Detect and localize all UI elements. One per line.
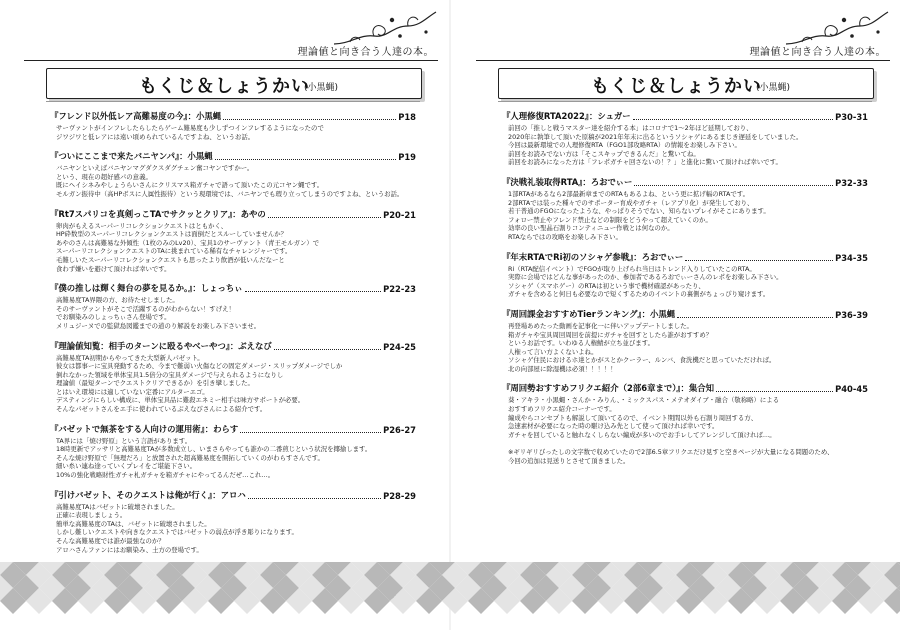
description-line: 理論値（最短ターンでクエストクリアできるか）を引き攣しました。 <box>56 379 254 388</box>
toc-entry-page: P20-21 <box>383 209 416 220</box>
toc-title: もくじ＆しょうかい <box>139 76 310 97</box>
toc-entry-title: 『引けバゼット、そのクエストは俺が行く』：アロハ <box>50 489 246 500</box>
toc-entry-description <box>50 296 416 330</box>
toc-entry-heading <box>50 423 416 435</box>
toc-entry <box>50 208 416 274</box>
description-line: HP砕数型のスーパーリコレクションクエストは面倒だとスルーしていませんか？ <box>56 230 288 239</box>
toc-entry-description <box>502 396 868 439</box>
toc-entry-title: 『理論値知覧：相手のターンに殴るやべーやつ』：ぶえなび <box>50 340 272 351</box>
description-line: 急速素材が必要になった時の駆け込み先として使って頂ければ幸いです。 <box>508 422 719 431</box>
description-line: 箱ガチャや宝具周回周回を前提にガチャを回すとしたら誰がおすすめ？ <box>508 330 713 339</box>
description-line: 前回をお読みでない方は「そこスキップできるんだ」と驚いてね。 <box>508 149 700 158</box>
toc-entry-title: 『周回勢おすすめフリクエ紹介（2部6章まで）』：集合知 <box>502 383 715 394</box>
footnote-line: ※ギリギリびったしの文字数で収めていたので2部6.5章フリクエだけ見すと空きページが大量になる問題のため、 <box>508 448 834 457</box>
description-line: 効率の良い聖晶石割りコンティニュー作戦とは何なのか。 <box>508 224 674 233</box>
toc-entry-title: 『Rt7スパリコを真剣っこTAでサクッとクリア』：あやの <box>50 208 266 219</box>
description-line: 2020年に執筆して頂いた原稿が2021年年末に出るというソシャゲにあるまじき遅延をしていました。 <box>508 132 803 141</box>
header-divider <box>24 60 438 61</box>
toc-entry-page: P32-33 <box>835 177 868 188</box>
toc-leader-dots <box>634 185 833 186</box>
toc-entry-heading <box>50 489 416 501</box>
title-underline <box>46 101 420 102</box>
description-line: そんなパゼットさんをエ手に使われているぶえなびさんによる紹介です。 <box>56 405 267 414</box>
description-line: 前回の「推しと戦うマスター達を紹介する本」はコロナで1〜2年ほど延期しており、 <box>508 124 753 132</box>
toc-entry <box>502 251 868 299</box>
description-line: 高難易度TA界隈の方、お待たせしました。 <box>56 296 179 305</box>
description-line: 若干普通のFGOになったような、やっぱりそうでない、知らないプレイがそこにあります。 <box>508 207 770 216</box>
toc-entry <box>502 110 868 167</box>
description-line: モルガン振待中（高HPボスに人属性振待）という現環境では、バニヤンでも瑕り立ってしまうのですよね、というお話。 <box>56 189 404 198</box>
toc-leader-dots <box>215 159 397 160</box>
toc-entry-description <box>50 222 416 274</box>
diamond-pattern-footer <box>0 562 900 630</box>
description-line: 卵肉がもえるスーパーリコレクションクエストはともかく、 <box>56 221 228 230</box>
page-gutter <box>449 0 451 630</box>
toc-entry-page: P36-39 <box>835 309 868 320</box>
description-line: 高難易度TA初期からやってきた大型新人パゼット。 <box>56 353 204 362</box>
toc-subtitle: (小黒蝿) <box>304 83 339 93</box>
toc-entry-description <box>502 322 868 374</box>
toc-entry-title: 『僕の推しは輝く舞台の夢を見るか。』：しょっちぃ <box>50 283 243 294</box>
toc-entry-title: 『周回課金おすすめTierランキング』：小黒蝿 <box>502 308 676 319</box>
toc-entry-heading <box>50 110 416 122</box>
toc-entry <box>50 110 416 141</box>
toc-entry-heading <box>50 282 416 294</box>
toc-entry-description <box>502 190 868 242</box>
toc-leader-dots <box>245 291 381 292</box>
toc-entry-page: P40-45 <box>835 384 868 395</box>
description-line: メリュジーヌでの監獄島図鑑までの道のり解説をお楽しみ下さいませ。 <box>56 321 261 330</box>
toc-footnote <box>502 448 868 465</box>
description-line: 人権って言い方よくないよね。 <box>508 347 598 356</box>
toc-title-box <box>46 68 422 99</box>
description-line: 倒れなかった領域を単体宝具1.5倍分の宝具ダメージで与えられるようになりし <box>56 370 284 379</box>
header-divider <box>476 60 890 61</box>
description-line: という、現在の超好感パの意義。 <box>56 172 152 181</box>
description-line: 1部RTAがあるなら2部最新章までのRTAもあるよね、という更に拡げ幅のRTAです。 <box>508 189 749 198</box>
toc-entry-page: P26-27 <box>383 424 416 435</box>
description-line: バニヤンといえばバニヤンマグダクスダグチェン奮コヤンですかー。 <box>56 164 254 173</box>
description-line: 簡単な高難易度のTAは、バゼットに破壊されました。 <box>56 519 211 528</box>
left-page <box>16 0 448 630</box>
description-line: 再登場あめたった動画を記事化一に伴いアップデートしました。 <box>508 321 693 330</box>
description-line: 彼女は都事ーに宝具発動するため、今まで難弱い火傷などの固定ダメージ・スリップダメージでしか <box>56 362 343 371</box>
description-line: でお馴染みのしょっちぃさん登場です。 <box>56 313 171 322</box>
toc-entry-page: P18 <box>398 112 416 122</box>
toc-entry <box>502 308 868 374</box>
description-line: 2部RTAでは装った種々でのサポーター育成やガチャ（レアプリ化）が発生しており、 <box>508 198 754 207</box>
description-line: そんな焼け野原で「無理だろ」と放置された超高難易度を開拓していくのがわらすさんです。 <box>56 453 324 462</box>
description-line: 編成やらコンセプトも解説して頂いてるので、イベント期間以外も石割り周回する方、 <box>508 413 758 422</box>
description-line: 正確に表現しましょう。 <box>56 511 127 520</box>
toc-leader-dots <box>716 391 833 392</box>
toc-entry-title: 『決戦礼装取得RTA』：ろおでぃー <box>502 176 633 187</box>
toc-entry-page: P34-35 <box>835 252 868 263</box>
toc-entry-heading <box>50 150 416 162</box>
page-tagline: 理論値と向き合う人達の本。 <box>297 47 434 58</box>
toc-entry <box>502 382 868 439</box>
right-page <box>468 0 900 630</box>
toc-entry-page: P24-25 <box>383 341 416 352</box>
description-line: 食わず嫌いを避けて頂ければ幸いです。 <box>56 264 171 273</box>
description-line: ジワジワと低レアには遠い頃められているんですよね、というお話。 <box>56 132 255 141</box>
description-line: デスティンジにらしい構成に、単体宝具品に難殺エネミー相手は味方サポートが必要。 <box>56 396 305 405</box>
toc-entry-title: 『年末RTAでRi初のソシャゲ参戦』：ろおでぃー <box>502 251 684 262</box>
toc-entry <box>50 423 416 480</box>
toc-entry-description <box>502 265 868 299</box>
description-line: 北の向部屋に除湿機は必須！！！！！ <box>508 364 617 373</box>
toc-subtitle: (小黒蝿) <box>756 83 791 93</box>
toc-entry <box>502 176 868 242</box>
toc-title-box <box>498 68 874 99</box>
toc-entry-title: 『バゼットで無茶をする人向けの運用術』：わらす <box>50 423 239 434</box>
description-line: 葵・アキラ・小黒蝿・さんか・みりん、・ミックスパス・メテオダイブ・融合（敬称略）による <box>508 396 780 405</box>
toc-entry <box>50 282 416 330</box>
description-line: ソシャゲ住民におけるホ達とかがスとかクーラー、ルンバ、食洗機だと思っていただければ。 <box>508 356 776 365</box>
description-line: 細い糸い連ね途っていくプレイをご堪能下さい。 <box>56 462 197 471</box>
toc-entry-page: P22-23 <box>383 284 416 295</box>
toc-entry <box>50 489 416 555</box>
toc-entry-heading <box>502 251 868 263</box>
toc-entry-description <box>50 164 416 198</box>
toc-leader-dots <box>633 119 833 120</box>
toc-entry-description <box>50 124 416 141</box>
title-underline <box>498 101 872 102</box>
toc-entry-heading <box>502 110 868 122</box>
toc-entry-title: 『人理修復RTA2022』：シュガー <box>502 111 631 121</box>
description-line: 18時更新でアッサリと高難易度TAが多数成立し、いまさらやっても誰かの二番煎じという状況を揶揄します。 <box>56 445 372 454</box>
toc-entry-heading <box>50 208 416 220</box>
description-line: スーパーリコレクションクエストのTAに挑まれている稀有なチャレンジャーです。 <box>56 247 292 256</box>
toc-entry-description <box>50 437 416 480</box>
description-line: フォロー禁止やフレンド禁止などの制限をどうやって超えていくのか。 <box>508 215 712 224</box>
description-line: Ri（RTA配信イベント）でFGOが取り上げられ当日はトレンド入りしていたこのRTA。 <box>508 264 756 273</box>
toc-leader-dots <box>248 498 381 499</box>
toc-entry <box>50 340 416 414</box>
description-line: サーヴァントがインフレしたらしたらゲーム難易度も少しずつインフレするようになったので <box>56 124 324 132</box>
footnote-line: 今回の追加は見送りとさせて頂きました。 <box>508 457 630 466</box>
description-line: 前回をお読みになった方は「フレポガチャ回さないの！？」と進化に驚いて頂ければ幸いです。 <box>508 158 782 167</box>
description-line: 既にヘイシネみやしょうらいさんにクリスマス箱ガチャで語って頂いたこの元コヤン蝿です。 <box>56 181 324 190</box>
description-line: TA界には「焼け野原」という言語があります。 <box>56 436 192 445</box>
description-line: ガチャを回していると触れなくしらない編成が多いのでお手レしてアレンジして頂ければ…。 <box>508 430 776 439</box>
description-line: おすすめフリクエ紹介コーナーです。 <box>508 405 616 414</box>
toc-entry <box>50 150 416 198</box>
description-line: そんな高難易度では誰が最強なのか？ <box>56 537 165 545</box>
description-line: ソシャゲ（スマホゲー）のRTAは初という事で機材確認があったり、 <box>508 281 705 290</box>
description-line: 10%の強化戦略財性ガチャ札ガチャを箱ガチャにやってるんだぜ…これ…。 <box>56 471 275 480</box>
description-line: ガチャを含めると何日も必要なので短くするためのイベントの裏側がちょっぴり窺けます。 <box>508 290 770 299</box>
toc-leader-dots <box>685 260 833 261</box>
description-line: しかし難しいクエストや向きなクエストではバゼットの弱点が浮き彫りになります。 <box>56 528 298 537</box>
toc-title: もくじ＆しょうかい <box>591 76 762 97</box>
toc-leader-dots <box>240 432 381 433</box>
toc-entries <box>502 110 868 466</box>
toc-entry-heading <box>502 308 868 320</box>
toc-entry-description <box>502 124 868 167</box>
toc-leader-dots <box>274 349 381 350</box>
description-line: そのサーヴァントがそこで活躍するのがわからない！すげえ！ <box>56 304 235 313</box>
toc-entry-heading <box>502 176 868 188</box>
description-line: アロハさんファンにはお馴染み、土方の登場です。 <box>56 545 203 554</box>
toc-entry-heading <box>502 382 868 394</box>
description-line: 高難易度TAはバゼットに破壊されました。 <box>56 502 179 511</box>
toc-entry-page: P28-29 <box>383 490 416 501</box>
description-line: RTAならではの攻略をお楽しみ下さい。 <box>508 232 622 241</box>
description-line: 今回は最新環境での人理修復RTA（FGO1部攻略RTA）の情報をお楽しみ下さい。 <box>508 141 741 150</box>
toc-entry-title: 『ついにここまで来たバニヤンパ』：小黒蝿 <box>50 151 213 162</box>
description-line: 毛難しいたスーパーリコレクションクエストも思ったより飲酒が低いんだなーと <box>56 255 285 264</box>
toc-leader-dots <box>223 119 396 120</box>
toc-entry-page: P30-31 <box>835 112 868 122</box>
toc-leader-dots <box>677 317 833 318</box>
toc-entry-description <box>50 354 416 414</box>
description-line: 実際に会場ではどんな事があったのか、参加者であるろおでぃーさんのレポをお楽しみ下さい。 <box>508 273 783 282</box>
toc-entry-description <box>50 503 416 555</box>
description-line: というお話です。いわゆる人権鯖が立ち並びます。 <box>508 339 654 348</box>
toc-leader-dots <box>268 217 381 218</box>
page-tagline: 理論値と向き合う人達の本。 <box>749 47 886 58</box>
toc-entries <box>50 110 416 563</box>
description-line: あやのさんは高難易な外傾性（1枚のみのLv20）、宝具1のサーヴァント（青王モルガン）で <box>56 238 320 247</box>
description-line: とはいえ環境には適していない定番にアルターエゴ。 <box>56 387 209 396</box>
toc-entry-heading <box>50 340 416 352</box>
toc-entry-title: 『フレンド以外低レア高難易度の今』：小黒蝿 <box>50 111 222 121</box>
toc-entry-page: P19 <box>398 152 416 163</box>
